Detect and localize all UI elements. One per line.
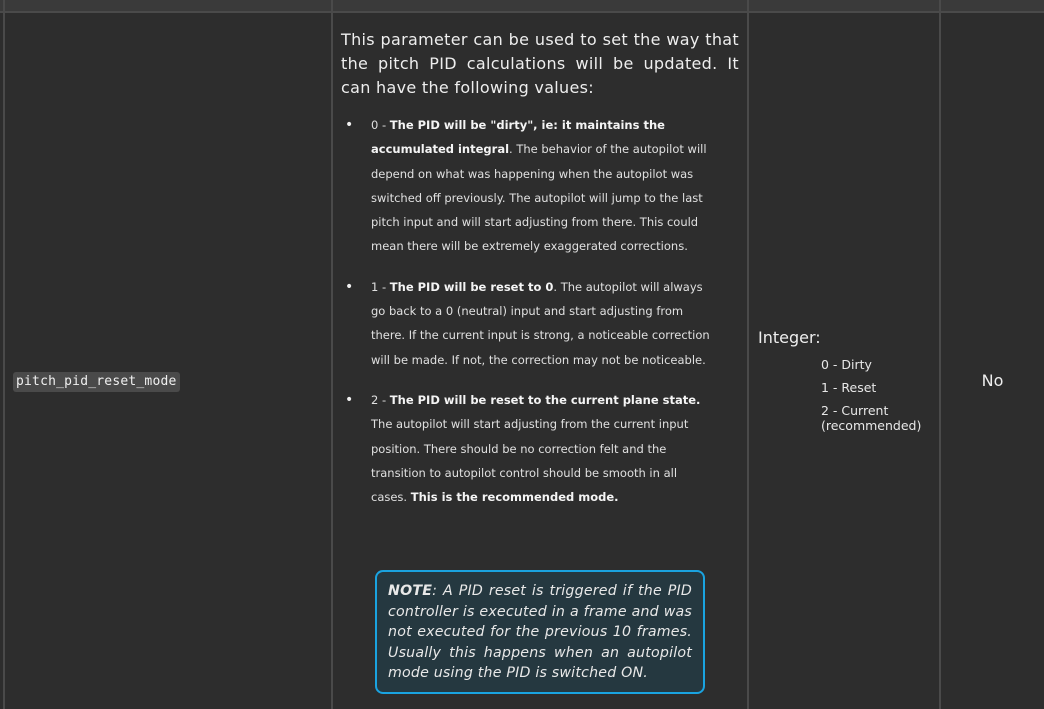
option-item-0 [371,113,711,259]
required-value: No [981,371,1004,390]
option-prefix: 0 - [371,118,390,132]
option-text: . The autopilot will always go back to a 0 (neutral) input and start adjusting from there. If the current input is strong, a noticeable correction will be made. If not, the correction may not be noticeable. [371,279,710,367]
description-intro: This parameter can be used to set the way that the pitch PID calculations will be updated. It can have the following values: [341,30,739,97]
parameter-name-code: pitch_pid_reset_mode [13,372,180,392]
parameter-name-cell [5,13,331,709]
option-title: The PID will be "dirty", ie: it maintains the accumulated integral [371,118,665,157]
type-cell [749,13,939,709]
description-cell [333,13,747,709]
type-value: 2 - Current (recommended) [821,403,922,433]
option-list [371,113,711,509]
type-value: 1 - Reset [821,380,877,395]
type-title: Integer: [758,328,821,347]
required-cell [941,13,1044,709]
option-title: The PID will be reset to 0 [389,279,554,294]
option-prefix: 2 - [371,392,390,407]
note-callout [375,570,705,694]
option-text: The autopilot will start adjusting from the current input position. There should be no correction felt and the transition to autopilot control should be smooth in all cases. [371,417,689,505]
option-title: The PID will be reset to the current plane state. [389,392,701,407]
note-label: NOTE [388,583,433,599]
note-text: : A PID reset is triggered if the PID controller is executed in a frame and was not executed for the previous 10 frames. Usually this happens when an autopilot mode using the PID is switched ON. [388,583,692,682]
option-prefix: 1 - [371,279,390,294]
option-recommended: This is the recommended mode. [410,490,619,505]
type-values-list [821,357,931,441]
option-text: . The behavior of the autopilot will depend on what was happening when the autopilot was switched off previously. The autopilot will jump to the last pitch input and will start adjusting from there. This could mean there will be extremely exaggerated corrections. [371,142,707,254]
type-value: 0 - Dirty [821,357,872,372]
option-item-2 [371,388,711,509]
option-item-1 [371,275,711,372]
